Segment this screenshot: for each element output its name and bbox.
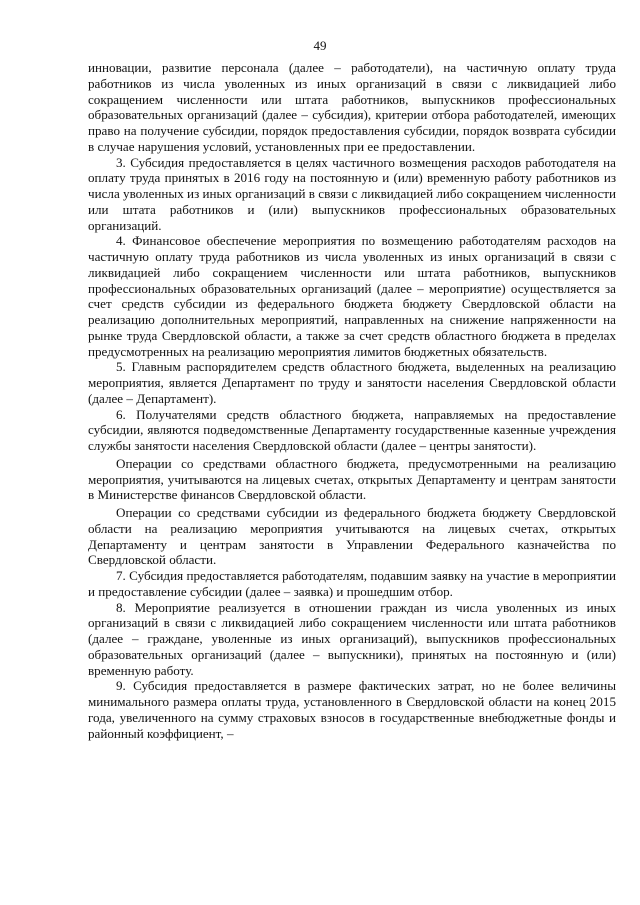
paragraph-6-operations-federal: Операции со средствами субсидии из федерального бюджета бюджету Свердловской области на реализацию мероприятия учитываются на лицевых счетах, открытых Департаменту и центрам занятости в Управлении Федерального казначейства по Свердловской области. xyxy=(88,505,616,568)
paragraph-4: 4. Финансовое обеспечение мероприятия по возмещению работодателям расходов на частичную оплату труда работников из числа уволенных из иных организаций в связи с ликвидацией либо сокращением численности или штата работников, выпускников профессиональных образовательных организаций (далее – мероприятие) осуществляется за счет средств субсидии из федерального бюджета бюджету Свердловской области на реализацию дополнительных мероприятий, направленных на снижение напряженности на рынке труда Свердловской области, а также за счет средств областного бюджета в пределах предусмотренных на реализацию мероприятия лимитов бюджетных обязательств. xyxy=(88,233,616,359)
paragraph-5: 5. Главным распорядителем средств областного бюджета, выделенных на реализацию мероприятия, является Департамент по труду и занятости населения Свердловской области (далее – Департамент). xyxy=(88,359,616,406)
paragraph-6-operations-regional: Операции со средствами областного бюджета, предусмотренными на реализацию мероприятия, учитываются на лицевых счетах, открытых Департаменту и центрам занятости в Министерстве финансов Свердловской области. xyxy=(88,455,616,503)
paragraph-continuation: инновации, развитие персонала (далее – работодатели), на частичную оплату труда работников из числа уволенных из иных организаций в связи с ликвидацией либо сокращением численности или штата работников, выпускников профессиональных образовательных организаций (далее – субсидия), критерии отбора работодателей, имеющих право на получение субсидии, порядок предоставления субсидии, порядок возврата субсидии в случае нарушения условий, установленных при ее предоставлении. xyxy=(88,60,616,154)
paragraph-7: 7. Субсидия предоставляется работодателям, подавшим заявку на участие в мероприятии и предоставление субсидии (далее – заявка) и прошедшим отбор. xyxy=(88,568,616,599)
paragraph-6: 6. Получателями средств областного бюджета, направляемых на предоставление субсидии, являются подведомственные Департаменту государственные казенные учреждения службы занятости населения Свердловской области (далее – центры занятости). xyxy=(88,406,616,453)
paragraph-3: 3. Субсидия предоставляется в целях частичного возмещения расходов работодателя на оплату труда принятых в 2016 году на постоянную и (или) временную работу работников из числа уволенных из иных организаций в связи с ликвидацией либо сокращением численности или штата работников и (или) выпускников профессиональных образовательных организаций. xyxy=(88,154,616,233)
paragraph-8: 8. Мероприятие реализуется в отношении граждан из числа уволенных из иных организаций в связи с ликвидацией либо сокращением численности или штата работников (далее – граждане, уволенные из иных организаций), выпускников профессиональных образовательных организаций (далее – выпускники), принятых на постоянную и (или) временную работу. xyxy=(88,599,616,678)
page-number: 49 xyxy=(313,38,327,53)
paragraph-9: 9. Субсидия предоставляется в размере фактических затрат, но не более величины минимального размера оплаты труда, установленного в Свердловской области на конец 2015 года, увеличенного на сумму страховых взносов в государственные внебюджетные фонды и районный коэффициент, – xyxy=(88,678,616,741)
document-body xyxy=(88,60,616,741)
